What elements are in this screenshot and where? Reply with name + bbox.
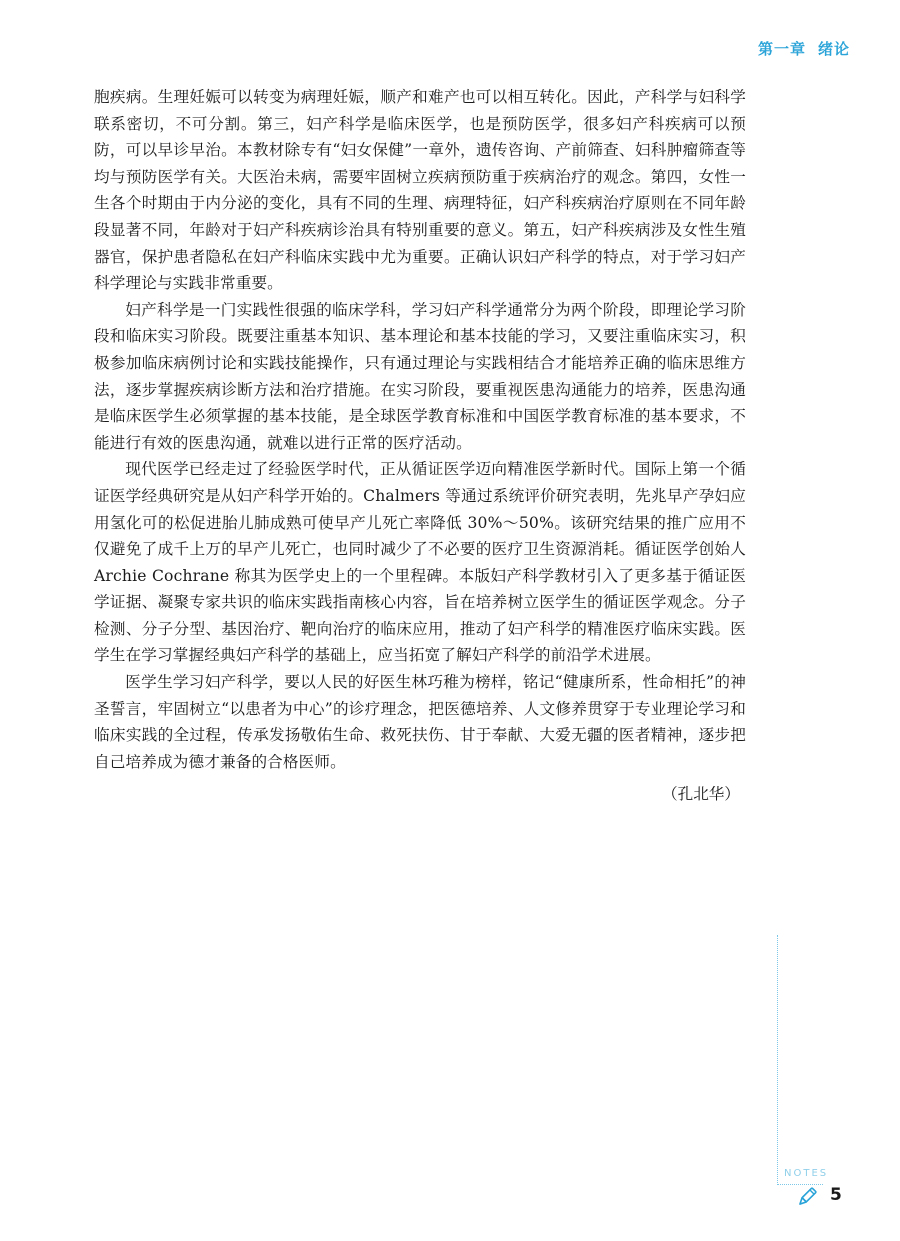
chapter-number: 第一章	[757, 40, 806, 58]
main-text	[94, 84, 746, 807]
paragraph-1: 胞疾病。生理妊娠可以转变为病理妊娠，顺产和难产也可以相互转化。因此，产科学与妇科学联系密切，不可分割。第三，妇产科学是临床医学，也是预防医学，很多妇产科疾病可以预防，可以早诊早治。本教材除专有“妇女保健”一章外，遗传咨询、产前筛查、妇科肿瘤筛查等均与预防医学有关。大医治未病，需要牢固树立疾病预防重于疾病治疗的观念。第四，女性一生各个时期由于内分泌的变化，具有不同的生理、病理特征，妇产科疾病治疗原则在不同年龄段显著不同，年龄对于妇产科疾病诊治具有特别重要的意义。第五，妇产科疾病涉及女性生殖器官，保护患者隐私在妇产科临床实践中尤为重要。正确认识妇产科学的特点，对于学习妇产科学理论与实践非常重要。	[94, 88, 746, 293]
notes-divider	[777, 1184, 823, 1185]
paragraph-2: 妇产科学是一门实践性很强的临床学科，学习妇产科学通常分为两个阶段，即理论学习阶段和临床实习阶段。既要注重基本知识、基本理论和基本技能的学习，又要注重临床实习，积极参加临床病例讨论和实践技能操作，只有通过理论与实践相结合才能培养正确的临床思维方法，逐步掌握疾病诊断方法和治疗措施。在实习阶段，要重视医患沟通能力的培养，医患沟通是临床医学生必须掌握的基本技能，是全球医学教育标准和中国医学教育标准的基本要求，不能进行有效的医患沟通，就难以进行正常的医疗活动。	[94, 300, 746, 452]
author-attribution: （孔北华）	[662, 785, 740, 804]
notes-label: NOTES	[784, 1168, 829, 1179]
page-number: 5	[830, 1185, 842, 1205]
chapter-title: 绪论	[817, 40, 850, 58]
pencil-icon	[796, 1186, 818, 1208]
paragraph-4: 医学生学习妇产科学，要以人民的好医生林巧稚为榜样，铭记“健康所系，性命相托”的神圣誓言，牢固树立“以患者为中心”的诊疗理念，把医德培养、人文修养贯穿于专业理论学习和临床实践的全过程，传承发扬敬佑生命、救死扶伤、甘于奉献、大爱无疆的医者精神，逐步把自己培养成为德才兼备的合格医师。	[94, 673, 746, 771]
chapter-header	[758, 38, 850, 59]
paragraph-3: 现代医学已经走过了经验医学时代，正从循证医学迈向精准医学新时代。国际上第一个循证医学经典研究是从妇产科学开始的。Chalmers 等通过系统评价研究表明，先兆早产孕妇应用氢化可的松促进胎儿肺成熟可使早产儿死亡率降低 30%～50%。该研究结果的推广应用不仅避免了成千上万的早产儿死亡，也同时减少了不必要的医疗卫生资源消耗。循证医学创始人 Archie Cochrane 称其为医学史上的一个里程碑。本版妇产科学教材引入了更多基于循证医学证据、凝聚专家共识的临床实践指南核心内容，旨在培养树立医学生的循证医学观念。分子检测、分子分型、基因治疗、靶向治疗的临床应用，推动了妇产科学的精准医疗临床实践。医学生在学习掌握经典妇产科学的基础上，应当拓宽了解妇产科学的前沿学术进展。	[94, 460, 746, 665]
notes-rail	[777, 935, 778, 1185]
